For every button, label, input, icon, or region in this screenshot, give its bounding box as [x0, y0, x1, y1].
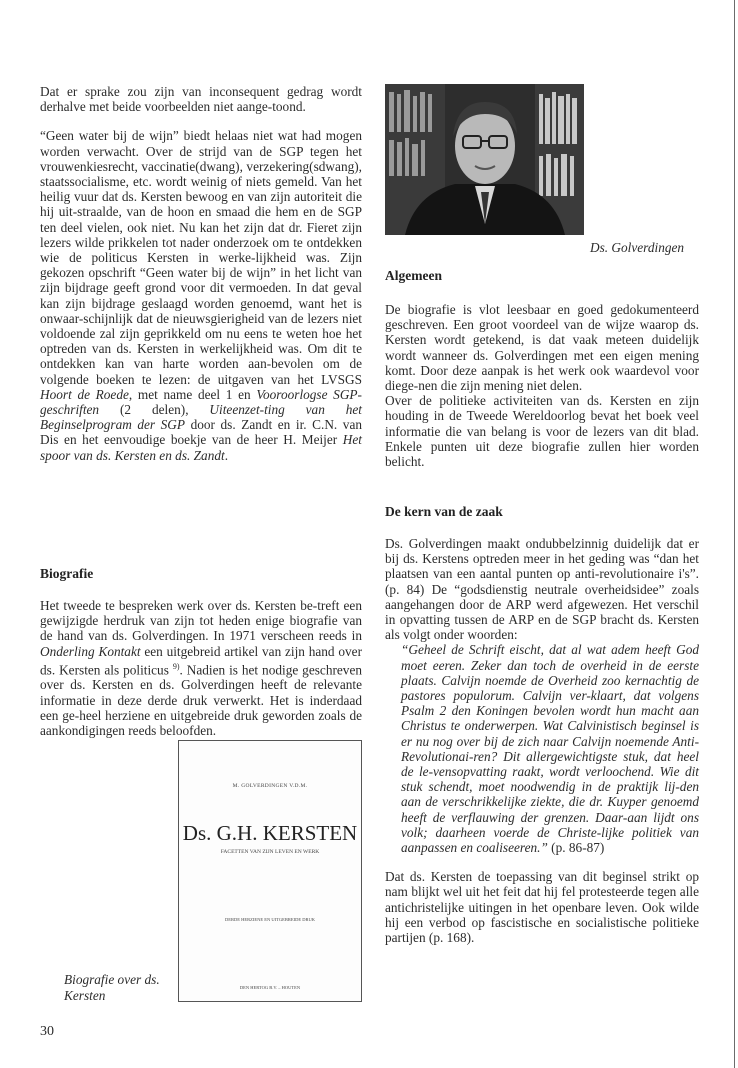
right-column-bottom	[385, 536, 699, 945]
page-number: 30	[40, 1024, 54, 1039]
book-title: Ds. G.H. KERSTEN	[182, 821, 358, 845]
right-column	[385, 302, 699, 469]
page-edge-line	[734, 0, 735, 1068]
book-subtitle: FACETTEN VAN ZIJN LEVEN EN WERK	[220, 849, 320, 855]
heading-algemeen: Algemeen	[385, 268, 442, 283]
heading-kern-van-de-zaak: De kern van de zaak	[385, 504, 503, 519]
right-paragraph-2: Over de politieke activiteiten van ds. Kersten en zijn houding in de Tweede Wereldoorlog bevat het boek veel informatie die van belang is voor de lezers van dit blad. Enkele punten uit deze biografie zullen hier worden belicht.	[385, 393, 699, 470]
right-paragraph-1: De biografie is vlot leesbaar en goed gedokumenteerd geschreven. Een groot voordeel van de wijze waarop ds. Kersten wordt getekend, is dat vaak meteen duidelijk wordt wanneer ds. Golverdingen met een eigen mening komt. Door deze aanpak is het werk ook waardevol voor diege-nen die zijn mening niet delen.	[385, 302, 699, 394]
left-paragraph-1: Dat er sprake zou zijn van inconsequent gedrag wordt derhalve met beide voorbeelden niet aange-toond.	[40, 84, 362, 115]
heading-biografie: Biografie	[40, 566, 94, 581]
quote-kersten: “Geheel de Schrift eischt, dat al wat adem heeft God moet eeren. Zeker dan toch de overheid in de eerste plaats. Calvijn noemde de Overheid zoo kernachtig de pastores populorum. Calvijn ver-klaart, dat volgens Psalm 2 den Koningen bevolen wordt hun macht aan Christus te onderwerpen. Wat Calvinistisch beginsel is er nu nog over bij de zich naar Calvijn noemende Anti-Revolutionai-ren? Dit allergewichtigste stuk, dat heel de le-vensopvatting raakt, wordt verloochend. Wie dit stuk schendt, moet noodwendig in de praktijk lij-den aan de verschrikkelijke ziekte, die dr. Kuyper genoemd heeft de verflauwing der grenzen. Daar-aan lijdt ons volk; daarheen voerde de Christe-lijke politiek van aanpassen en coaliseeren.” (p. 86-87)	[401, 642, 699, 856]
right-paragraph-4: Dat ds. Kersten de toepassing van dit beginsel strikt op nam blijkt wel uit het feit dat hij fel protesteerde tegen alle antichristelijke uitingen in het openbare leven. Ook wilde hij een verbod op fascistische en socialistische politieke partijen (p. 168).	[385, 869, 699, 946]
book-caption: Biografie over ds. Kersten	[64, 972, 160, 1003]
book-cover-image	[178, 740, 362, 1002]
portrait-photo	[385, 84, 584, 235]
book-author: M. GOLVERDINGEN V.D.M.	[232, 783, 308, 789]
right-paragraph-3: Ds. Golverdingen maakt ondubbelzinnig duidelijk dat er bij ds. Kerstens optreden meer in het geding was “dan het plaatsen van een aantal punten op anti-revolutionaire i's”. (p. 84) De “godsdienstig neutrale overheidsidee” zoals aangehangen door de ARP werd afgewezen. Het verschil in opvatting tussen de ARP en de SGP bracht ds. Kersten als volgt onder woorden:	[385, 536, 699, 643]
book-publisher: DEN HERTOG B.V. – HOUTEN	[239, 985, 301, 990]
left-column	[40, 84, 362, 463]
book-edition: DERDE HERZIENE EN UITGEBREIDE DRUK	[225, 917, 315, 922]
left-paragraph-3: Het tweede te bespreken werk over ds. Kersten be-treft een gewijzigde herdruk van zijn tot heden enige biografie van de hand van ds. Golverdingen. In 1971 verscheen reeds in Onderling Kontakt een uitgebreid artikel van zijn hand over ds. Kersten als politicus $^{9)}$. Nadien is het nodige geschreven over ds. Kersten en ds. Golverdingen heeft de relevante informatie in deze derde druk verwerkt. Het is inderdaad een ge-heel herziene en uitgebreide druk geworden zoals de aankondigingen reeds beloofden.	[40, 598, 362, 739]
photo-caption: Ds. Golverdingen	[590, 240, 685, 255]
left-column-bottom	[40, 598, 362, 738]
portrait-illustration	[385, 84, 584, 235]
left-paragraph-2: “Geen water bij de wijn” biedt helaas niet wat had mogen worden verwacht. Over de strijd van de SGP tegen het vrouwenkiesrecht, vaccinatie(dwang), verzekering(sdwang), staatssocialisme, etc. wordt weinig of niets gemeld. Van het heilig vuur dat ds. Kersten bewoog en van zijn autoriteit die hij uit-straalde, van de hoon en smaad die hem en de SGP ten deel vielen, ook niet. Nu kan het zijn dat dr. Fieret zijn lezers wilde prikkelen tot nader onderzoek om te ontdekken wie de politicus Kersten in werke-lijkheid was. Zijn gekozen opschrift “Geen water bij de wijn” in het licht van zijn bijdrage geeft grond voor dit vermoeden. In dat geval kan zijn bijdrage geslaagd worden genoemd, want het is onwaar-schijnlijk dat de nieuwsgierigheid van de lezers niet voldoende zal zijn geprikkeld om nu eens te weten hoe het optreden van ds. Kersten in werkelijkheid was. Om dit te ontdekken kan van harte worden aan-bevolen om de volgende boeken te lezen: de uitgaven van het LVSGS Hoort de Roede, met name deel 1 en Vooroorlogse SGP-geschriften (2 delen), Uiteenzet-ting van het Beginselprogram der SGP door ds. Zandt en ir. C.N. van Dis en het eenvoudige boekje van de heer H. Meijer Het spoor van ds. Kersten en ds. Zandt.	[40, 128, 363, 463]
